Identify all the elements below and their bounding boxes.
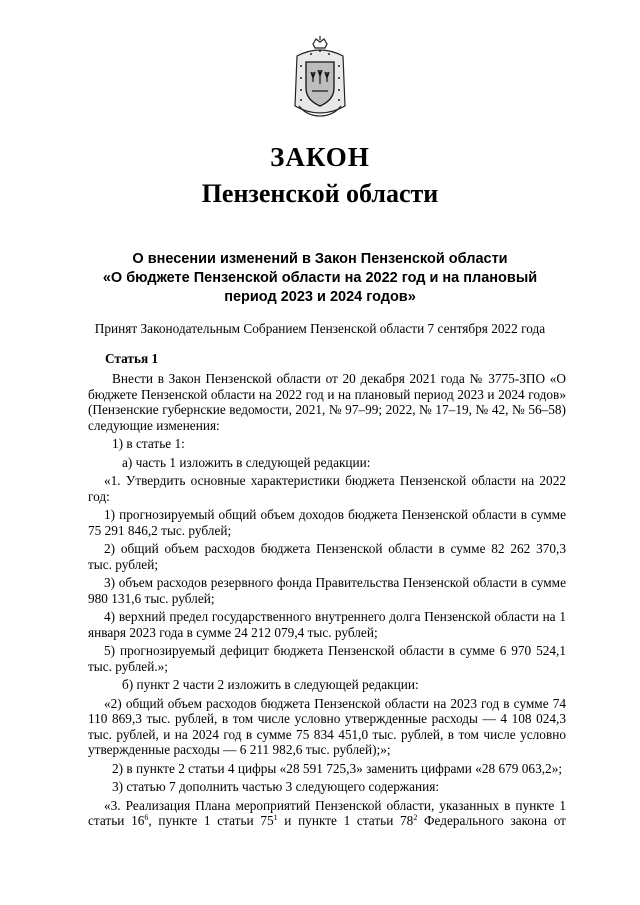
paragraph-quote-1-1: 1) прогнозируемый общий объем доходов бюджета Пензенской области в сумме 75 291 846,2 тыс. рублей;	[88, 507, 566, 538]
subject-line-1: О внесении изменений в Закон Пензенской области	[132, 251, 508, 267]
subject-line-2: «О бюджете Пензенской области на 2022 год и на плановый	[102, 270, 538, 286]
paragraph-quote-1-2: 2) общий объем расходов бюджета Пензенской области в сумме 82 262 370,3 тыс. рублей;	[88, 541, 566, 572]
paragraph-intro: Внести в Закон Пензенской области от 20 декабря 2021 года № 3775-ЗПО «О бюджете Пензенской области на 2022 год и на плановый период 2023 и 2024 годов» (Пензенские губернские ведомости, 2021, № 97–99; 2022, № 17–19, № 42, № 56–58) следующие изменения:	[88, 371, 566, 433]
subject-line-3: период 2023 и 2024 годов»	[224, 289, 416, 305]
adoption-note: Принят Законодательным Собранием Пензенской области 7 сентября 2022 года	[94, 321, 546, 336]
article-heading: Статья 1	[105, 351, 159, 366]
quote-3-text-b: , пункте 1 статьи 75	[148, 813, 274, 828]
document-title: ЗАКОН	[270, 142, 370, 172]
law-subject	[60, 250, 580, 307]
document-body	[88, 371, 566, 832]
paragraph-quote-1-4: 4) верхний предел государственного внутреннего долга Пензенской области на 1 января 2023 года в сумме 24 212 079,4 тыс. рублей;	[88, 609, 566, 640]
paragraph-item-1: 1) в статье 1:	[112, 436, 185, 451]
coat-of-arms-icon	[291, 36, 349, 118]
paragraph-quote-2: «2) общий объем расходов бюджета Пензенской области на 2023 год в сумме 74 110 869,3 тыс. рублей, в том числе условно утвержденные расходы — 4 108 024,3 тыс. рублей, и на 2024 год в сумме 75 834 451,0 тыс. рублей, в том числе условно утвержденные расходы — 6 211 982,6 тыс. рублей);»;	[88, 695, 566, 757]
paragraph-quote-1-3: 3) объем расходов резервного фонда Правительства Пензенской области в сумме 980 131,6 тыс. рублей;	[88, 575, 566, 606]
paragraph-quote-3	[88, 798, 566, 829]
paragraph-item-1b: б) пункт 2 части 2 изложить в следующей редакции:	[122, 677, 419, 692]
paragraph-item-1a: а) часть 1 изложить в следующей редакции:	[122, 454, 371, 470]
superscript-2: 1	[273, 813, 278, 822]
paragraph-quote-1-5: 5) прогнозируемый дефицит бюджета Пензенской области в сумме 6 970 524,1 тыс. рублей.»;	[88, 643, 566, 674]
quote-3-text-a: «3. Реализация Плана мероприятий Пензенской области, указанных в пункте 1 статьи 16	[88, 797, 566, 828]
superscript-3: 2	[413, 813, 418, 822]
quote-3-text-c: и пункте 1 статьи 78	[277, 813, 414, 828]
paragraph-item-2: 2) в пункте 2 статьи 4 цифры «28 591 725,3» заменить цифрами «28 679 063,2»;	[112, 760, 563, 776]
superscript-1: 6	[144, 813, 149, 822]
paragraph-quote-1: «1. Утвердить основные характеристики бюджета Пензенской области на 2022 год:	[88, 473, 566, 504]
document-region: Пензенской области	[201, 179, 439, 208]
quote-3-text-d: Федерального закона от	[417, 813, 566, 828]
paragraph-item-3: 3) статью 7 дополнить частью 3 следующего содержания:	[112, 779, 440, 794]
